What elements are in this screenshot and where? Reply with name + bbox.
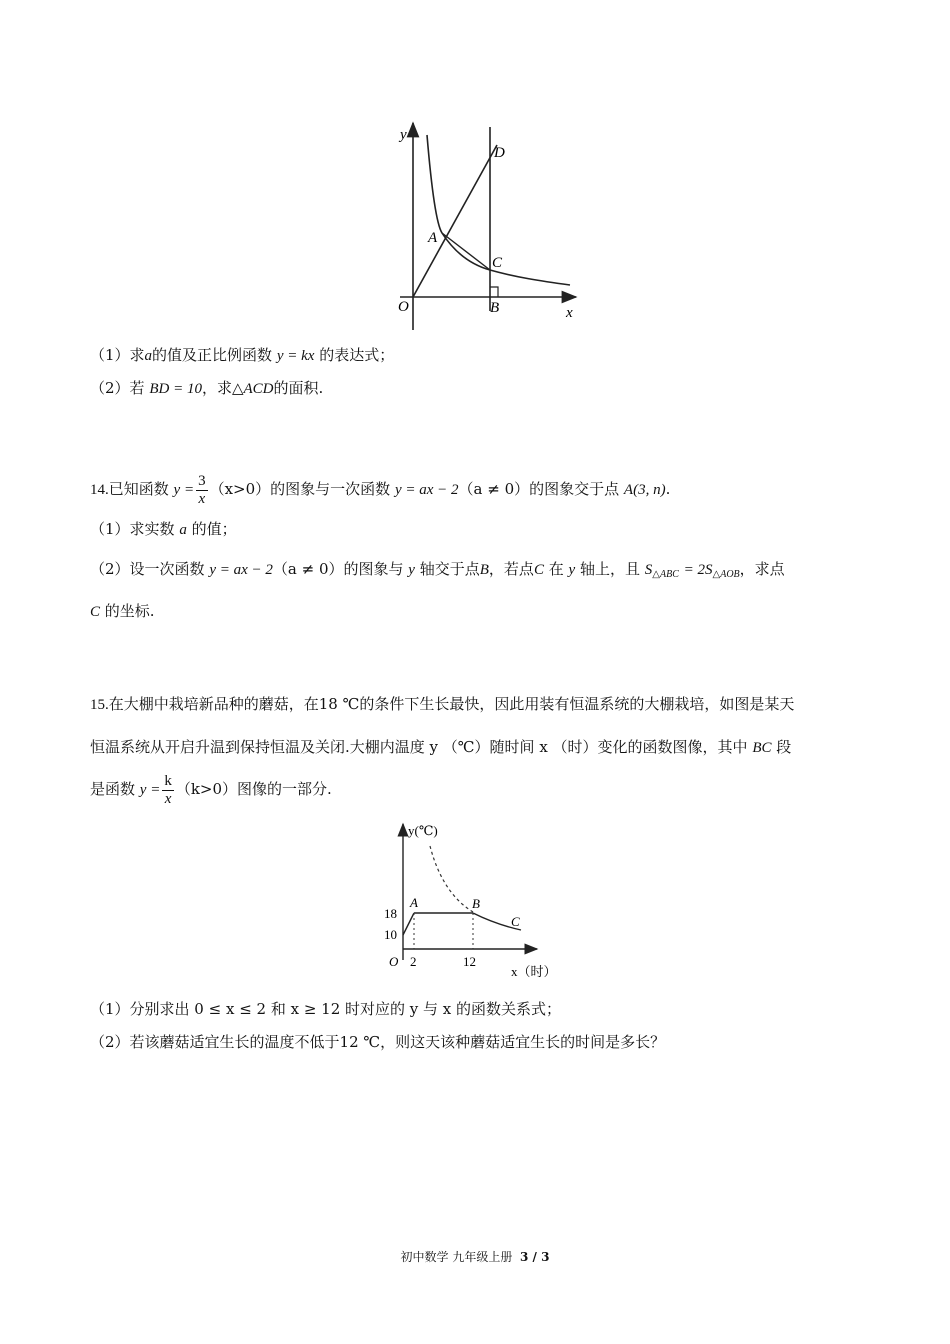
segment-rise: [403, 913, 414, 935]
label-c: C: [511, 914, 520, 929]
page-footer: [0, 1248, 950, 1265]
q15-line2: 恒温系统从开启升温到保持恒温及关闭.大棚内温度 y （℃）随时间 x （时）变化的函数图像，其中 BC 段: [90, 738, 792, 756]
q15-part1: （1）分别求出 0 ≤ x ≤ 2 和 x ≥ 12 时对应的 y 与 x 的函数关系式；: [90, 1000, 562, 1018]
label-o: O: [398, 299, 409, 315]
footer-text: 初中数学 九年级上册: [400, 1250, 513, 1264]
q15-part2: （2）若该蘑菇适宜生长的温度不低于12 ℃，则这天该种蘑菇适宜生长的时间是多长？: [90, 1033, 666, 1051]
q13-part2: （2）若 BD = 10，求△ACD的面积.: [90, 379, 324, 397]
q14-number: 14.: [90, 482, 109, 498]
label-b: B: [472, 896, 480, 911]
var-a: a: [144, 348, 153, 364]
label-d: D: [494, 145, 505, 161]
q14-part2-line2: C 的坐标.: [90, 602, 155, 620]
q14-part1: （1）求实数 a 的值；: [90, 520, 237, 538]
label-a: A: [428, 230, 438, 246]
label-c: C: [492, 255, 503, 271]
figure-15-graph: [375, 818, 570, 988]
point-a: A(3, n): [623, 482, 666, 498]
tick-12: 12: [463, 954, 476, 969]
q13-part1: （1）求a的值及正比例函数 y = kx 的表达式；: [90, 346, 395, 364]
label-a: A: [410, 895, 418, 910]
q14-part2-line1: （2）设一次函数 y = ax − 2（a ≠ 0）的图象与 y 轴交于点B，若点C 在 y 轴上，且 $S_{\triangle ABC} = 2S_{\triangle AOB}$，求点: [90, 560, 785, 580]
formula-bd: BD = 10: [149, 381, 202, 397]
label-b: B: [490, 300, 500, 316]
fraction-3-over-x: $\frac{3}{x}$: [198, 473, 206, 507]
line-od: [413, 145, 497, 297]
figure-13-graph: [380, 115, 600, 340]
formula-y-kx: y = kx: [276, 348, 315, 364]
right-angle-mark: [490, 287, 498, 297]
fraction-k-over-x: $\frac{k}{x}$: [164, 773, 172, 807]
x-axis-label: x（时）: [511, 964, 557, 979]
q14-stem: 14.已知函数 y = $\frac{3}{x}$ （x>0）的图象与一次函数 y = ax − 2（a ≠ 0）的图象交于点 A(3, n).: [90, 473, 671, 507]
label-y: y: [400, 127, 407, 143]
tick-2: 2: [410, 954, 417, 969]
segment-ac: [442, 233, 490, 270]
q15-number: 15.: [90, 697, 109, 713]
q15-line1: 15.在大棚中栽培新品种的蘑菇，在18 ℃的条件下生长最快，因此用装有恒温系统的大棚栽培，如图是某天: [90, 695, 795, 713]
tick-10: 10: [384, 927, 397, 942]
q15-line3: 是函数 y = $\frac{k}{x}$ （k>0）图像的一部分.: [90, 773, 332, 807]
label-o: O: [389, 954, 399, 969]
label-x: x: [566, 305, 573, 321]
triangle-acd: △ACD: [231, 381, 274, 397]
dashed-curve: [430, 846, 473, 912]
page-number: 3 / 3: [520, 1250, 550, 1264]
y-axis-label: y(℃): [408, 823, 438, 838]
tick-18: 18: [384, 906, 397, 921]
